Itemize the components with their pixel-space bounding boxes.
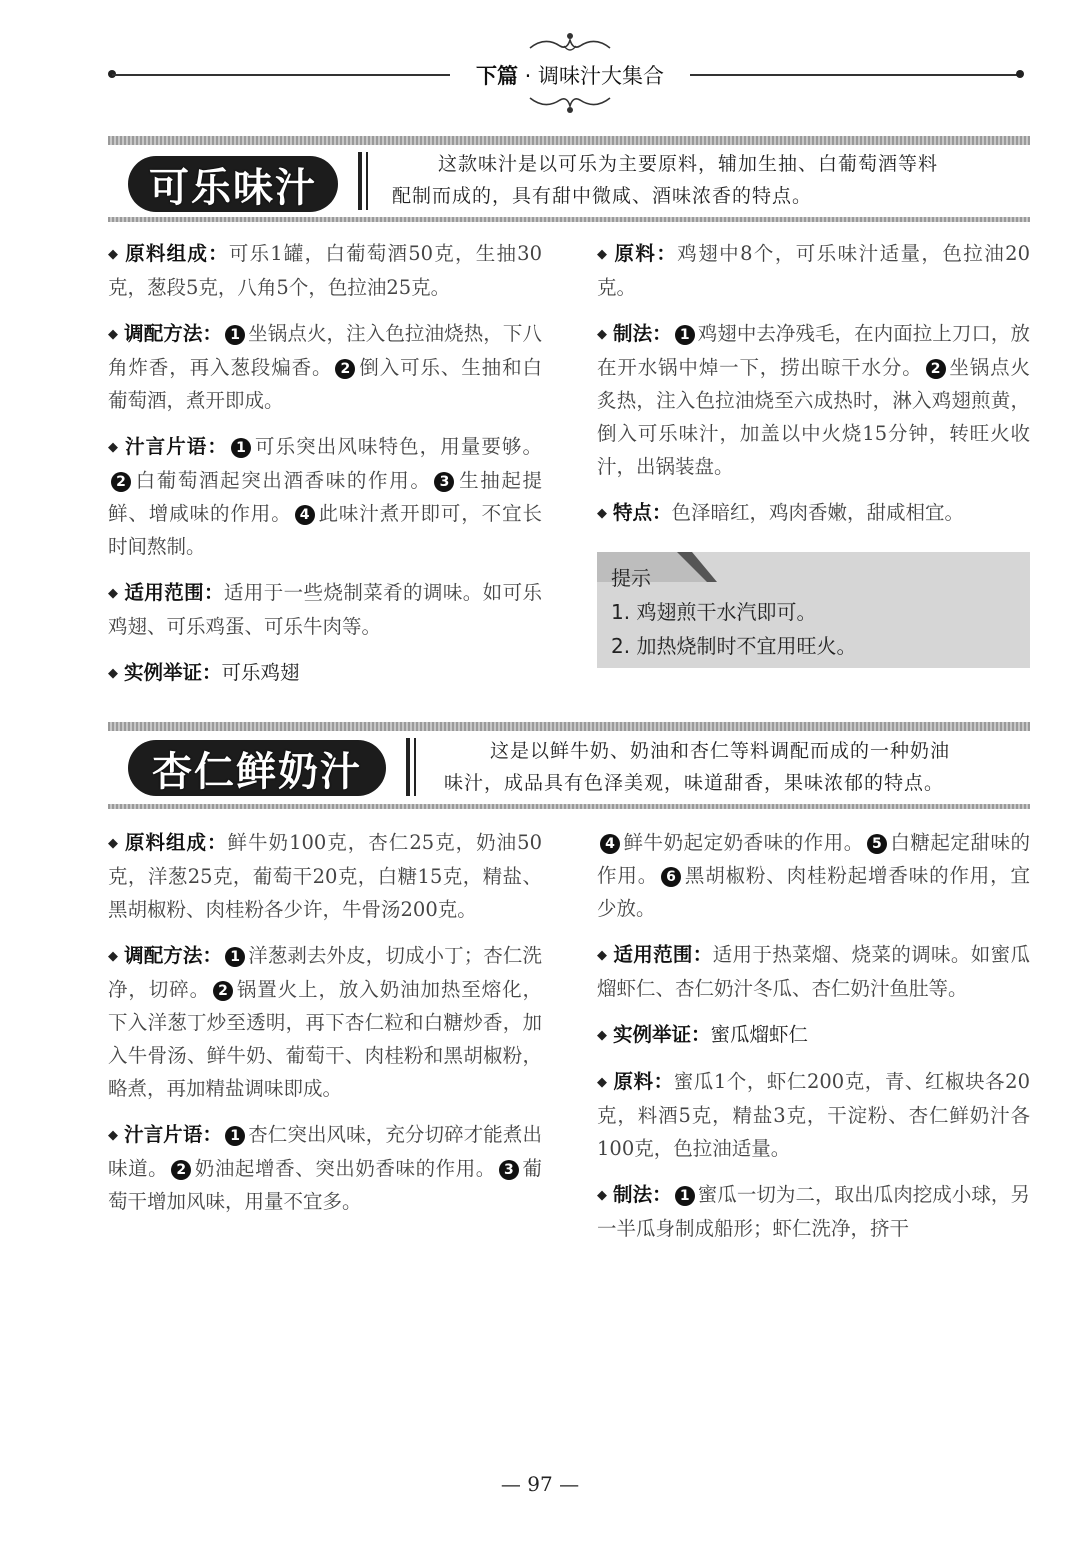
diamond-bullet-icon: ◆ — [108, 1128, 118, 1143]
section2-divider-thin — [414, 738, 416, 796]
section1-band-bottom — [108, 217, 1030, 222]
number-3-icon: 3 — [434, 472, 454, 492]
diamond-bullet-icon: ◆ — [108, 836, 118, 851]
section2-band-top — [108, 722, 1030, 731]
diamond-bullet-icon: ◆ — [597, 247, 607, 262]
number-1-icon: 1 — [225, 947, 245, 967]
s2-method: ◆ 调配方法： 1 洋葱剥去外皮，切成小丁；杏仁洗净，切碎。 2 锅置火上，放入奶油加热至熔化，下入洋葱丁炒至透明，再下杏仁粒和白糖炒香，加入牛骨汤、鲜牛奶、葡萄干、肉桂粉和黑胡椒粉，略煮，再加精盐调味即成。 — [108, 939, 542, 1105]
number-4-icon: 4 — [600, 834, 620, 854]
section2-divider — [406, 738, 410, 796]
number-5-icon: 5 — [867, 834, 887, 854]
section2-intro-line1: 这是以鲜牛奶、奶油和杏仁等料调配而成的一种奶油 — [490, 740, 951, 762]
number-1-icon: 1 — [231, 438, 251, 458]
s1-scope: ◆ 适用范围：适用于一些烧制菜肴的调味。如可乐鸡翅、可乐鸡蛋、可乐牛肉等。 — [108, 576, 542, 643]
number-2-icon: 2 — [926, 359, 946, 379]
header-title: 调味汁大集合 — [538, 64, 665, 88]
section2-band-bottom — [108, 804, 1030, 809]
s2-ingredients: ◆ 原料组成：鲜牛奶100克，杏仁25克，奶油50克，洋葱25克，葡萄干20克，白糖15克，精盐、黑胡椒粉、肉桂粉各少许，牛骨汤200克。 — [108, 826, 542, 926]
section2-intro-line2: 味汁，成品具有色泽美观，味道甜香，果味浓郁的特点。 — [444, 772, 945, 794]
s1-tips: ◆ 汁言片语： 1 可乐突出风味特色，用量要够。2 白葡萄酒起突出酒香味的作用。 3 生抽起提鲜、增咸味的作用。 4 此味汁煮开即可，不宜长时间熬制。 — [108, 430, 542, 563]
number-4-icon: 4 — [295, 505, 315, 525]
s2-scope: ◆ 适用范围：适用于热菜熘、烧菜的调味。如蜜瓜熘虾仁、杏仁奶汁冬瓜、杏仁奶汁鱼肚等。 — [597, 938, 1030, 1005]
header-dot-right — [1016, 70, 1024, 78]
section2-left-column — [108, 826, 542, 1231]
number-1-icon: 1 — [675, 1186, 695, 1206]
top-ornament-icon — [520, 28, 620, 58]
number-1-icon: 1 — [675, 325, 695, 345]
number-2-icon: 2 — [171, 1160, 191, 1180]
diamond-bullet-icon: ◆ — [108, 440, 118, 455]
diamond-bullet-icon: ◆ — [597, 1028, 607, 1043]
section1-badge — [128, 156, 338, 212]
section1-left-column — [108, 237, 542, 703]
s2-example: ◆ 实例举证：蜜瓜熘虾仁 — [597, 1018, 1030, 1052]
s1-example: ◆ 实例举证：可乐鸡翅 — [108, 656, 542, 690]
s1-r-feature: ◆ 特点：色泽暗红，鸡肉香嫩，甜咸相宜。 — [597, 496, 1030, 530]
diamond-bullet-icon: ◆ — [597, 506, 607, 521]
number-2-icon: 2 — [111, 472, 131, 492]
s1-ingredients: ◆ 原料组成：可乐1罐，白葡萄酒50克，生抽30克，葱段5克，八角5个，色拉油25克。 — [108, 237, 542, 304]
number-2-icon: 2 — [213, 981, 233, 1001]
section2-intro — [444, 735, 1034, 799]
diamond-bullet-icon: ◆ — [108, 949, 118, 964]
diamond-bullet-icon: ◆ — [597, 1188, 607, 1203]
header-rule-right — [690, 74, 1020, 76]
header-sep: · — [524, 64, 532, 88]
diamond-bullet-icon: ◆ — [597, 948, 607, 963]
section1-title: 可乐味汁 — [149, 164, 317, 211]
number-1-icon: 1 — [225, 1126, 245, 1146]
section2-title: 杏仁鲜奶汁 — [152, 748, 362, 795]
number-3-icon: 3 — [499, 1160, 519, 1180]
tip-line-2: 2. 加热烧制时不宜用旺火。 — [611, 634, 857, 658]
section2-badge — [128, 740, 386, 796]
s2-r-method: ◆ 制法： 1 蜜瓜一切为二，取出瓜肉挖成小球，另一半瓜身制成船形；虾仁洗净，挤干 — [597, 1178, 1030, 1245]
diamond-bullet-icon: ◆ — [597, 327, 607, 342]
tip-box — [597, 552, 1030, 668]
section1-divider-thin — [366, 152, 368, 210]
s2-r-ingredients: ◆ 原料：蜜瓜1个，虾仁200克，青、红椒块各20克，料酒5克，精盐3克，干淀粉、杏仁鲜奶汁各100克，色拉油适量。 — [597, 1065, 1030, 1165]
section1-intro-line1: 这款味汁是以可乐为主要原料，辅加生抽、白葡萄酒等料 — [438, 153, 939, 175]
number-6-icon: 6 — [661, 867, 681, 887]
tip-title: 提示 — [611, 566, 651, 590]
bottom-ornament-icon — [520, 88, 620, 118]
header-part: 下篇 — [475, 64, 518, 88]
tip-line-1: 1. 鸡翅煎干水汽即可。 — [611, 600, 817, 624]
s2-tips-cont: 4 鲜牛奶起定奶香味的作用。 5 白糖起定甜味的作用。 6 黑胡椒粉、肉桂粉起增香味的作用，宜少放。 — [597, 831, 1030, 920]
page-header — [440, 60, 700, 90]
page-number: — 97 — — [500, 1472, 580, 1496]
section1-divider — [358, 152, 362, 210]
number-1-icon: 1 — [225, 325, 245, 345]
s2-tips: ◆ 汁言片语： 1 杏仁突出风味，充分切碎才能煮出味道。 2 奶油起增香、突出奶香味的作用。 3 葡萄干增加风味，用量不宜多。 — [108, 1118, 542, 1218]
diamond-bullet-icon: ◆ — [108, 327, 118, 342]
section1-intro — [392, 148, 1032, 212]
diamond-bullet-icon: ◆ — [108, 666, 118, 681]
diamond-bullet-icon: ◆ — [108, 247, 118, 262]
diamond-bullet-icon: ◆ — [597, 1075, 607, 1090]
section1-band-top — [108, 136, 1030, 145]
section2-right-column — [597, 826, 1030, 1258]
number-2-icon: 2 — [335, 359, 355, 379]
s1-r-method: ◆ 制法： 1 鸡翅中去净残毛，在内面拉上刀口，放在开水锅中焯一下，捞出晾干水分。 2 坐锅点火炙热，注入色拉油烧至六成热时，淋入鸡翅煎黄，倒入可乐味汁，加盖以中火烧15分钟，转旺火收汁，出锅装盘。 — [597, 317, 1030, 483]
section1-right-column — [597, 237, 1030, 543]
diamond-bullet-icon: ◆ — [108, 586, 118, 601]
s1-r-ingredients: ◆ 原料：鸡翅中8个，可乐味汁适量，色拉油20克。 — [597, 237, 1030, 304]
header-rule-left — [112, 74, 450, 76]
s1-method: ◆ 调配方法： 1 坐锅点火，注入色拉油烧热，下八角炸香，再入葱段煸香。 2 倒入可乐、生抽和白葡萄酒，煮开即成。 — [108, 317, 542, 417]
section1-intro-line2: 配制而成的，具有甜中微咸、酒味浓香的特点。 — [392, 185, 813, 207]
